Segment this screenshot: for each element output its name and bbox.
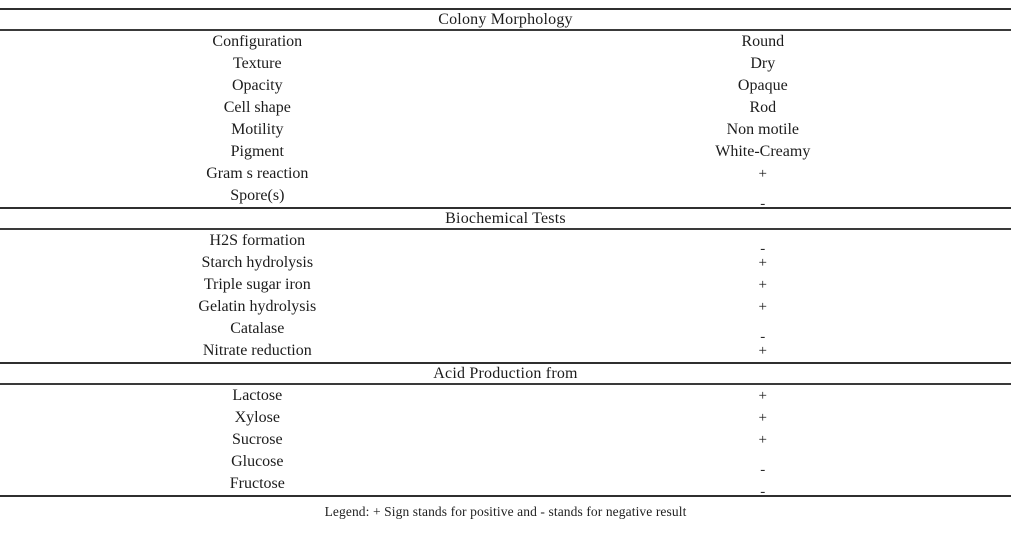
- row-label: Fructose: [229, 475, 285, 492]
- row-value: Dry: [750, 55, 776, 72]
- row-value: +: [758, 432, 768, 448]
- table-row: [0, 451, 1011, 478]
- row-label: Triple sugar iron: [203, 276, 311, 293]
- row-label: Opacity: [231, 77, 283, 94]
- row-value: +: [758, 388, 768, 404]
- row-label: Catalase: [230, 320, 285, 337]
- row-label: Spore(s): [230, 187, 285, 204]
- row-value: +: [758, 299, 768, 315]
- results-table: [0, 8, 1011, 500]
- row-value: -: [760, 196, 766, 212]
- row-label: Xylose: [234, 409, 280, 426]
- row-value: +: [758, 343, 768, 359]
- row-value: +: [758, 166, 768, 182]
- section-header-biochemical-tests: Biochemical Tests: [0, 207, 1011, 230]
- table-row: [0, 75, 1011, 97]
- table-row: [0, 185, 1011, 212]
- table-row: [0, 119, 1011, 141]
- row-label: Cell shape: [223, 99, 291, 116]
- table-row: [0, 53, 1011, 75]
- row-value: Rod: [749, 99, 777, 116]
- row-value: Opaque: [737, 77, 788, 94]
- row-value: -: [760, 462, 766, 478]
- table-row: [0, 97, 1011, 119]
- row-label: Configuration: [212, 33, 303, 50]
- table-row: [0, 230, 1011, 257]
- row-label: Starch hydrolysis: [201, 254, 314, 271]
- table-row: [0, 141, 1011, 163]
- section-header-acid-production: Acid Production from: [0, 362, 1011, 385]
- row-value: +: [758, 255, 768, 271]
- row-value: -: [760, 241, 766, 257]
- row-value: Round: [741, 33, 785, 50]
- row-label: Pigment: [230, 143, 284, 160]
- table-row: [0, 31, 1011, 53]
- table-row: [0, 318, 1011, 345]
- table-row: [0, 163, 1011, 185]
- row-label: Texture: [232, 55, 282, 72]
- row-value: Non motile: [726, 121, 799, 138]
- legend-text: Legend: + Sign stands for positive and - stands for negative result: [324, 504, 687, 519]
- table-row: [0, 274, 1011, 296]
- row-value: +: [758, 410, 768, 426]
- row-label: Nitrate reduction: [202, 342, 312, 359]
- row-value: -: [760, 329, 766, 345]
- row-label: Sucrose: [231, 431, 283, 448]
- row-label: Gelatin hydrolysis: [198, 298, 317, 315]
- row-label: Gram s reaction: [206, 165, 309, 182]
- row-label: Glucose: [231, 453, 284, 470]
- table-row: [0, 385, 1011, 407]
- row-value: -: [760, 484, 766, 500]
- row-value: White-Creamy: [715, 143, 811, 160]
- row-label: Lactose: [232, 387, 283, 404]
- row-value: +: [758, 277, 768, 293]
- table-row: [0, 429, 1011, 451]
- table-row: [0, 296, 1011, 318]
- table-row: [0, 407, 1011, 429]
- section-header-colony-morphology: Colony Morphology: [0, 8, 1011, 31]
- row-label: Motility: [231, 121, 284, 138]
- row-label: H2S formation: [209, 232, 306, 249]
